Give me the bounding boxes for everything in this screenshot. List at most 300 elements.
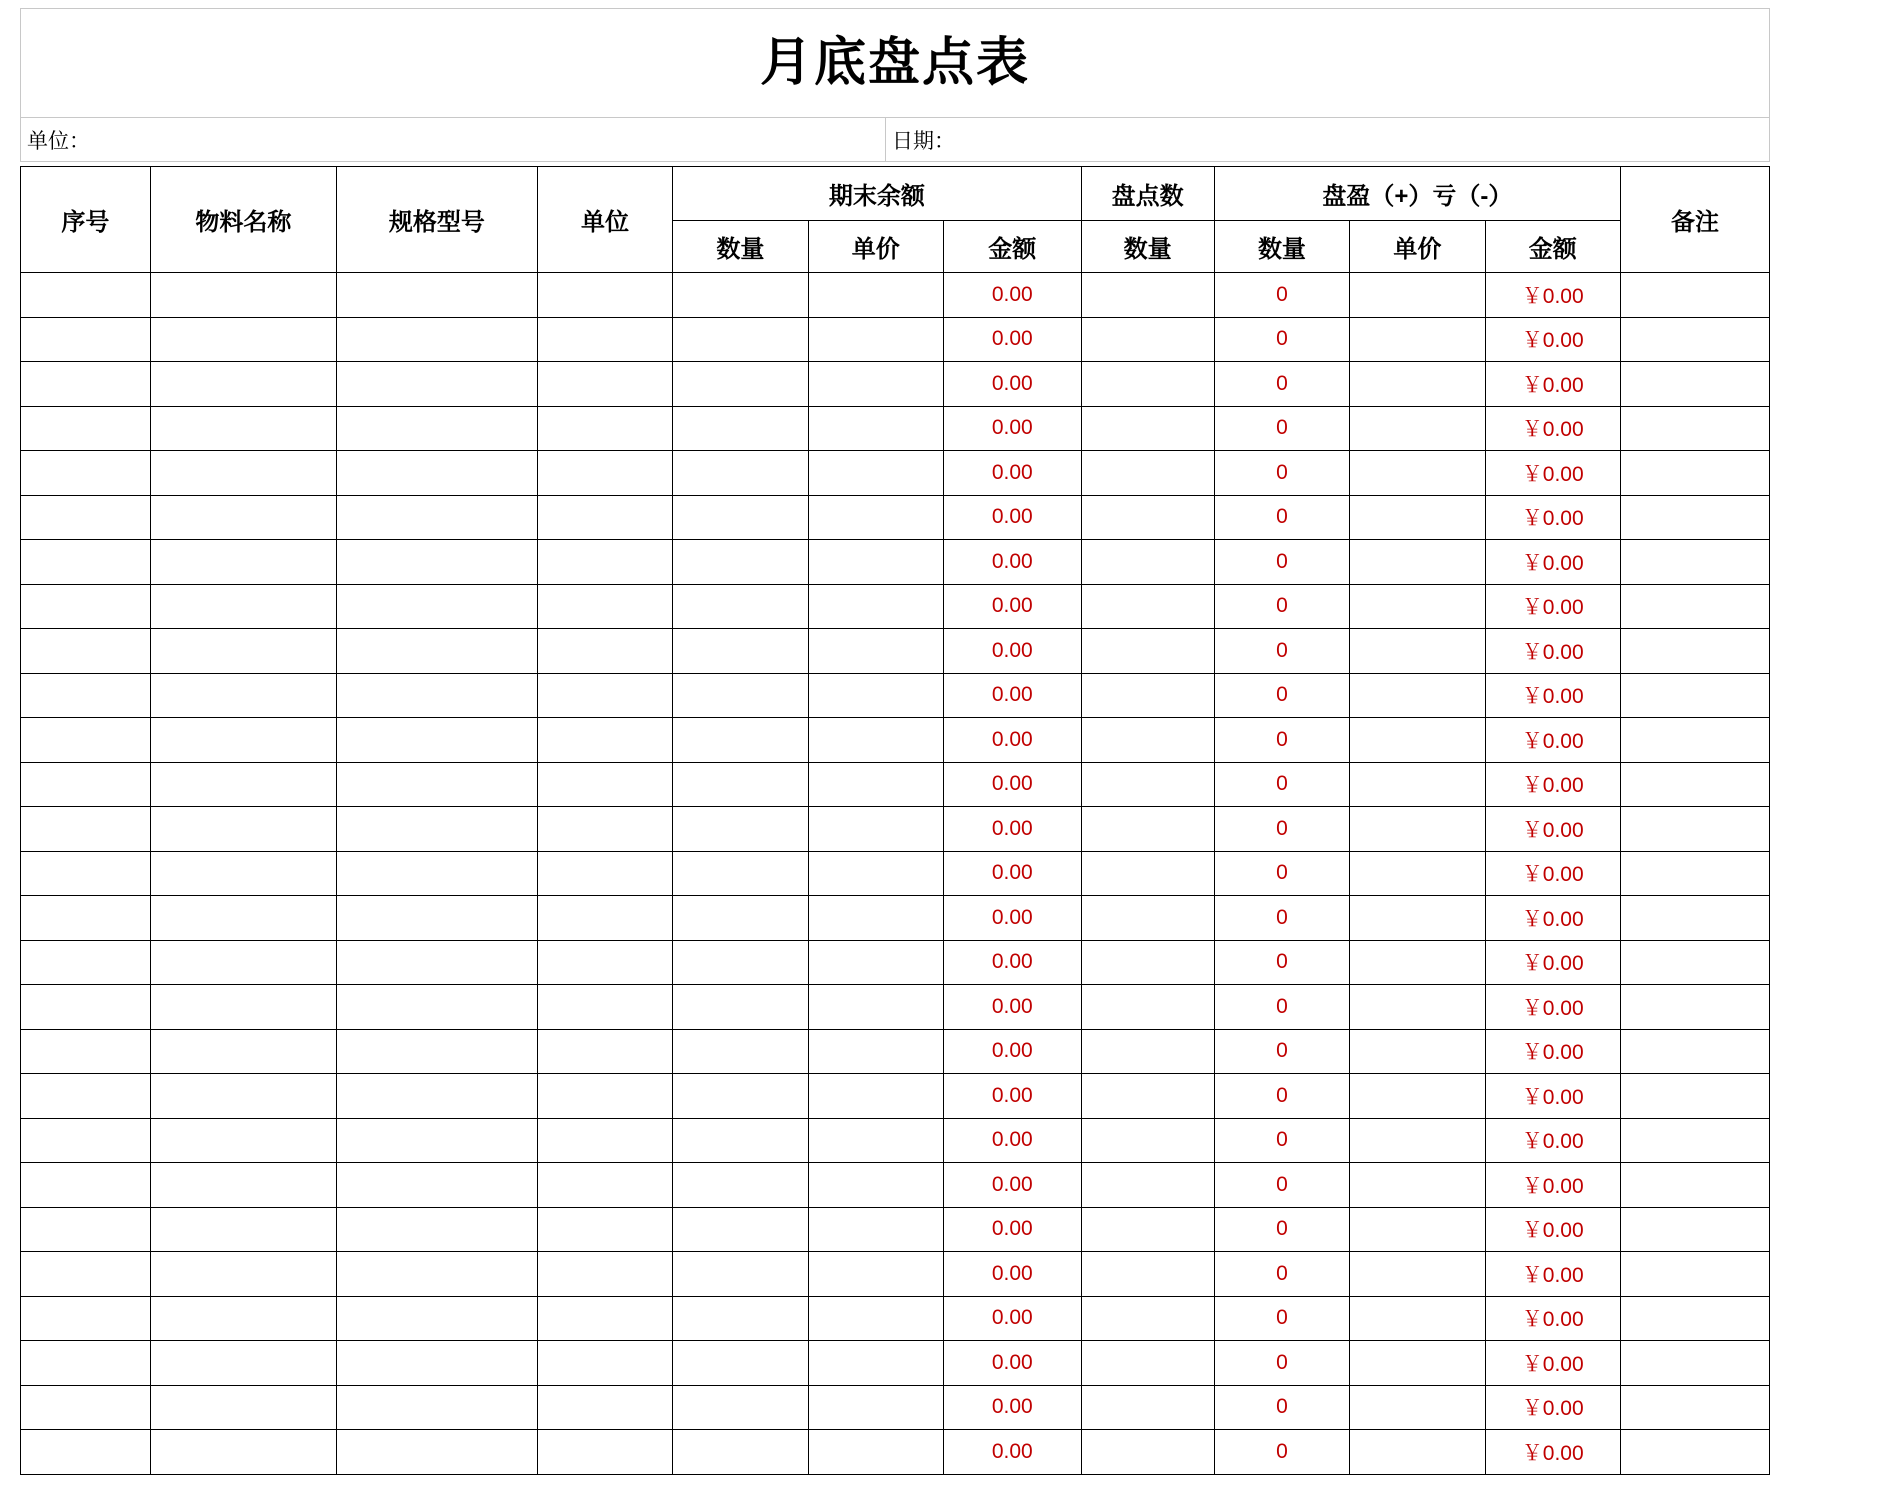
cell-counted-qty[interactable] bbox=[1081, 1252, 1214, 1297]
cell-unit[interactable] bbox=[537, 762, 672, 807]
cell-counted-qty[interactable] bbox=[1081, 1341, 1214, 1386]
cell-diff-amount[interactable]: ￥0.00 bbox=[1485, 896, 1620, 941]
cell-ending-amount[interactable]: 0.00 bbox=[943, 362, 1081, 407]
cell-ending-price[interactable] bbox=[808, 1252, 943, 1297]
cell-material-name[interactable] bbox=[150, 1252, 336, 1297]
cell-ending-amount[interactable]: 0.00 bbox=[943, 940, 1081, 985]
cell-ending-price[interactable] bbox=[808, 1207, 943, 1252]
cell-diff-qty[interactable]: 0 bbox=[1214, 718, 1349, 763]
cell-material-name[interactable] bbox=[150, 317, 336, 362]
cell-ending-qty[interactable] bbox=[673, 273, 808, 318]
cell-spec-model[interactable] bbox=[336, 1029, 537, 1074]
cell-remark[interactable] bbox=[1620, 673, 1769, 718]
cell-diff-amount[interactable]: ￥0.00 bbox=[1485, 273, 1620, 318]
cell-ending-qty[interactable] bbox=[673, 1163, 808, 1208]
cell-ending-price[interactable] bbox=[808, 718, 943, 763]
cell-material-name[interactable] bbox=[150, 495, 336, 540]
cell-ending-amount[interactable]: 0.00 bbox=[943, 1341, 1081, 1386]
cell-spec-model[interactable] bbox=[336, 1385, 537, 1430]
cell-diff-price[interactable] bbox=[1350, 1341, 1485, 1386]
cell-ending-qty[interactable] bbox=[673, 451, 808, 496]
cell-spec-model[interactable] bbox=[336, 273, 537, 318]
cell-spec-model[interactable] bbox=[336, 1296, 537, 1341]
cell-counted-qty[interactable] bbox=[1081, 1118, 1214, 1163]
cell-diff-qty[interactable]: 0 bbox=[1214, 985, 1349, 1030]
cell-spec-model[interactable] bbox=[336, 1252, 537, 1297]
cell-remark[interactable] bbox=[1620, 807, 1769, 852]
cell-ending-price[interactable] bbox=[808, 1118, 943, 1163]
cell-diff-price[interactable] bbox=[1350, 1118, 1485, 1163]
cell-diff-amount[interactable]: ￥0.00 bbox=[1485, 1341, 1620, 1386]
cell-diff-qty[interactable]: 0 bbox=[1214, 1118, 1349, 1163]
cell-ending-price[interactable] bbox=[808, 1029, 943, 1074]
cell-ending-amount[interactable]: 0.00 bbox=[943, 406, 1081, 451]
cell-diff-qty[interactable]: 0 bbox=[1214, 1029, 1349, 1074]
cell-material-name[interactable] bbox=[150, 1341, 336, 1386]
cell-unit[interactable] bbox=[537, 451, 672, 496]
cell-material-name[interactable] bbox=[150, 718, 336, 763]
cell-counted-qty[interactable] bbox=[1081, 540, 1214, 585]
cell-unit[interactable] bbox=[537, 940, 672, 985]
cell-remark[interactable] bbox=[1620, 1118, 1769, 1163]
cell-ending-price[interactable] bbox=[808, 495, 943, 540]
cell-ending-amount[interactable]: 0.00 bbox=[943, 1430, 1081, 1475]
cell-unit[interactable] bbox=[537, 673, 672, 718]
cell-ending-amount[interactable]: 0.00 bbox=[943, 1118, 1081, 1163]
date-field[interactable] bbox=[886, 118, 1769, 161]
cell-seq[interactable] bbox=[21, 851, 151, 896]
cell-ending-amount[interactable]: 0.00 bbox=[943, 629, 1081, 674]
cell-spec-model[interactable] bbox=[336, 985, 537, 1030]
cell-unit[interactable] bbox=[537, 1385, 672, 1430]
cell-ending-amount[interactable]: 0.00 bbox=[943, 1296, 1081, 1341]
cell-spec-model[interactable] bbox=[336, 451, 537, 496]
cell-counted-qty[interactable] bbox=[1081, 851, 1214, 896]
cell-ending-amount[interactable]: 0.00 bbox=[943, 451, 1081, 496]
cell-seq[interactable] bbox=[21, 1252, 151, 1297]
cell-ending-price[interactable] bbox=[808, 1341, 943, 1386]
cell-spec-model[interactable] bbox=[336, 1341, 537, 1386]
cell-material-name[interactable] bbox=[150, 940, 336, 985]
cell-spec-model[interactable] bbox=[336, 896, 537, 941]
cell-ending-qty[interactable] bbox=[673, 317, 808, 362]
cell-spec-model[interactable] bbox=[336, 718, 537, 763]
cell-diff-qty[interactable]: 0 bbox=[1214, 851, 1349, 896]
cell-remark[interactable] bbox=[1620, 1296, 1769, 1341]
cell-diff-qty[interactable]: 0 bbox=[1214, 1385, 1349, 1430]
cell-remark[interactable] bbox=[1620, 1252, 1769, 1297]
cell-diff-price[interactable] bbox=[1350, 1029, 1485, 1074]
cell-ending-amount[interactable]: 0.00 bbox=[943, 1163, 1081, 1208]
cell-ending-qty[interactable] bbox=[673, 807, 808, 852]
cell-seq[interactable] bbox=[21, 540, 151, 585]
cell-diff-qty[interactable]: 0 bbox=[1214, 1252, 1349, 1297]
cell-material-name[interactable] bbox=[150, 1296, 336, 1341]
cell-diff-price[interactable] bbox=[1350, 451, 1485, 496]
cell-diff-qty[interactable]: 0 bbox=[1214, 273, 1349, 318]
cell-diff-qty[interactable]: 0 bbox=[1214, 1163, 1349, 1208]
cell-ending-qty[interactable] bbox=[673, 584, 808, 629]
cell-spec-model[interactable] bbox=[336, 762, 537, 807]
cell-unit[interactable] bbox=[537, 718, 672, 763]
cell-remark[interactable] bbox=[1620, 451, 1769, 496]
cell-unit[interactable] bbox=[537, 1074, 672, 1119]
cell-diff-amount[interactable]: ￥0.00 bbox=[1485, 629, 1620, 674]
cell-diff-amount[interactable]: ￥0.00 bbox=[1485, 762, 1620, 807]
cell-remark[interactable] bbox=[1620, 940, 1769, 985]
cell-diff-price[interactable] bbox=[1350, 406, 1485, 451]
cell-unit[interactable] bbox=[537, 362, 672, 407]
cell-seq[interactable] bbox=[21, 1118, 151, 1163]
cell-diff-price[interactable] bbox=[1350, 362, 1485, 407]
cell-material-name[interactable] bbox=[150, 1074, 336, 1119]
cell-diff-amount[interactable]: ￥0.00 bbox=[1485, 940, 1620, 985]
cell-seq[interactable] bbox=[21, 1207, 151, 1252]
cell-material-name[interactable] bbox=[150, 1029, 336, 1074]
cell-diff-amount[interactable]: ￥0.00 bbox=[1485, 584, 1620, 629]
cell-diff-price[interactable] bbox=[1350, 1296, 1485, 1341]
cell-seq[interactable] bbox=[21, 1163, 151, 1208]
cell-remark[interactable] bbox=[1620, 1341, 1769, 1386]
cell-diff-qty[interactable]: 0 bbox=[1214, 940, 1349, 985]
cell-seq[interactable] bbox=[21, 1029, 151, 1074]
cell-seq[interactable] bbox=[21, 317, 151, 362]
cell-ending-qty[interactable] bbox=[673, 1341, 808, 1386]
cell-spec-model[interactable] bbox=[336, 540, 537, 585]
cell-counted-qty[interactable] bbox=[1081, 1430, 1214, 1475]
cell-diff-amount[interactable]: ￥0.00 bbox=[1485, 807, 1620, 852]
cell-unit[interactable] bbox=[537, 1296, 672, 1341]
cell-seq[interactable] bbox=[21, 762, 151, 807]
cell-diff-amount[interactable]: ￥0.00 bbox=[1485, 1385, 1620, 1430]
cell-unit[interactable] bbox=[537, 273, 672, 318]
cell-unit[interactable] bbox=[537, 1430, 672, 1475]
cell-unit[interactable] bbox=[537, 985, 672, 1030]
cell-diff-price[interactable] bbox=[1350, 1074, 1485, 1119]
cell-diff-amount[interactable]: ￥0.00 bbox=[1485, 451, 1620, 496]
cell-unit[interactable] bbox=[537, 1029, 672, 1074]
cell-spec-model[interactable] bbox=[336, 1074, 537, 1119]
cell-diff-qty[interactable]: 0 bbox=[1214, 1296, 1349, 1341]
cell-material-name[interactable] bbox=[150, 1385, 336, 1430]
cell-ending-amount[interactable]: 0.00 bbox=[943, 1385, 1081, 1430]
cell-material-name[interactable] bbox=[150, 762, 336, 807]
cell-ending-amount[interactable]: 0.00 bbox=[943, 1029, 1081, 1074]
cell-remark[interactable] bbox=[1620, 718, 1769, 763]
cell-unit[interactable] bbox=[537, 1163, 672, 1208]
cell-spec-model[interactable] bbox=[336, 1430, 537, 1475]
cell-ending-qty[interactable] bbox=[673, 1430, 808, 1475]
cell-unit[interactable] bbox=[537, 1207, 672, 1252]
cell-counted-qty[interactable] bbox=[1081, 807, 1214, 852]
cell-ending-amount[interactable]: 0.00 bbox=[943, 1207, 1081, 1252]
cell-ending-qty[interactable] bbox=[673, 1296, 808, 1341]
cell-ending-amount[interactable]: 0.00 bbox=[943, 985, 1081, 1030]
cell-seq[interactable] bbox=[21, 495, 151, 540]
cell-diff-qty[interactable]: 0 bbox=[1214, 317, 1349, 362]
cell-ending-qty[interactable] bbox=[673, 1207, 808, 1252]
cell-unit[interactable] bbox=[537, 896, 672, 941]
cell-material-name[interactable] bbox=[150, 1207, 336, 1252]
cell-unit[interactable] bbox=[537, 851, 672, 896]
cell-diff-amount[interactable]: ￥0.00 bbox=[1485, 1118, 1620, 1163]
cell-counted-qty[interactable] bbox=[1081, 985, 1214, 1030]
cell-counted-qty[interactable] bbox=[1081, 940, 1214, 985]
cell-ending-amount[interactable]: 0.00 bbox=[943, 807, 1081, 852]
cell-seq[interactable] bbox=[21, 940, 151, 985]
cell-remark[interactable] bbox=[1620, 1430, 1769, 1475]
cell-ending-qty[interactable] bbox=[673, 896, 808, 941]
cell-diff-price[interactable] bbox=[1350, 273, 1485, 318]
cell-remark[interactable] bbox=[1620, 317, 1769, 362]
cell-spec-model[interactable] bbox=[336, 1163, 537, 1208]
cell-remark[interactable] bbox=[1620, 495, 1769, 540]
cell-seq[interactable] bbox=[21, 896, 151, 941]
cell-ending-price[interactable] bbox=[808, 940, 943, 985]
cell-diff-price[interactable] bbox=[1350, 718, 1485, 763]
cell-ending-amount[interactable]: 0.00 bbox=[943, 495, 1081, 540]
cell-diff-amount[interactable]: ￥0.00 bbox=[1485, 362, 1620, 407]
cell-unit[interactable] bbox=[537, 406, 672, 451]
cell-remark[interactable] bbox=[1620, 1207, 1769, 1252]
cell-diff-amount[interactable]: ￥0.00 bbox=[1485, 540, 1620, 585]
cell-remark[interactable] bbox=[1620, 1029, 1769, 1074]
cell-diff-price[interactable] bbox=[1350, 1163, 1485, 1208]
cell-spec-model[interactable] bbox=[336, 807, 537, 852]
cell-material-name[interactable] bbox=[150, 451, 336, 496]
cell-ending-price[interactable] bbox=[808, 985, 943, 1030]
cell-seq[interactable] bbox=[21, 406, 151, 451]
cell-diff-qty[interactable]: 0 bbox=[1214, 362, 1349, 407]
cell-ending-qty[interactable] bbox=[673, 718, 808, 763]
cell-diff-qty[interactable]: 0 bbox=[1214, 406, 1349, 451]
cell-spec-model[interactable] bbox=[336, 940, 537, 985]
cell-diff-amount[interactable]: ￥0.00 bbox=[1485, 317, 1620, 362]
cell-spec-model[interactable] bbox=[336, 406, 537, 451]
cell-ending-qty[interactable] bbox=[673, 1074, 808, 1119]
cell-remark[interactable] bbox=[1620, 273, 1769, 318]
cell-ending-amount[interactable]: 0.00 bbox=[943, 1252, 1081, 1297]
cell-ending-price[interactable] bbox=[808, 1074, 943, 1119]
cell-diff-amount[interactable]: ￥0.00 bbox=[1485, 1207, 1620, 1252]
cell-diff-price[interactable] bbox=[1350, 673, 1485, 718]
cell-diff-amount[interactable]: ￥0.00 bbox=[1485, 1074, 1620, 1119]
cell-diff-qty[interactable]: 0 bbox=[1214, 495, 1349, 540]
cell-ending-qty[interactable] bbox=[673, 673, 808, 718]
cell-diff-qty[interactable]: 0 bbox=[1214, 807, 1349, 852]
cell-counted-qty[interactable] bbox=[1081, 451, 1214, 496]
cell-diff-price[interactable] bbox=[1350, 540, 1485, 585]
cell-ending-price[interactable] bbox=[808, 1163, 943, 1208]
cell-material-name[interactable] bbox=[150, 362, 336, 407]
cell-seq[interactable] bbox=[21, 273, 151, 318]
cell-counted-qty[interactable] bbox=[1081, 273, 1214, 318]
cell-unit[interactable] bbox=[537, 629, 672, 674]
cell-diff-price[interactable] bbox=[1350, 629, 1485, 674]
cell-counted-qty[interactable] bbox=[1081, 1163, 1214, 1208]
cell-diff-qty[interactable]: 0 bbox=[1214, 673, 1349, 718]
cell-material-name[interactable] bbox=[150, 629, 336, 674]
cell-counted-qty[interactable] bbox=[1081, 1029, 1214, 1074]
cell-diff-price[interactable] bbox=[1350, 1385, 1485, 1430]
cell-ending-qty[interactable] bbox=[673, 1118, 808, 1163]
cell-diff-qty[interactable]: 0 bbox=[1214, 762, 1349, 807]
cell-diff-price[interactable] bbox=[1350, 1430, 1485, 1475]
cell-material-name[interactable] bbox=[150, 273, 336, 318]
cell-diff-amount[interactable]: ￥0.00 bbox=[1485, 1430, 1620, 1475]
cell-seq[interactable] bbox=[21, 584, 151, 629]
cell-counted-qty[interactable] bbox=[1081, 1296, 1214, 1341]
cell-counted-qty[interactable] bbox=[1081, 362, 1214, 407]
cell-ending-amount[interactable]: 0.00 bbox=[943, 896, 1081, 941]
cell-seq[interactable] bbox=[21, 1296, 151, 1341]
cell-ending-qty[interactable] bbox=[673, 495, 808, 540]
cell-remark[interactable] bbox=[1620, 1074, 1769, 1119]
cell-counted-qty[interactable] bbox=[1081, 629, 1214, 674]
cell-remark[interactable] bbox=[1620, 584, 1769, 629]
cell-material-name[interactable] bbox=[150, 584, 336, 629]
cell-diff-price[interactable] bbox=[1350, 1207, 1485, 1252]
cell-ending-amount[interactable]: 0.00 bbox=[943, 718, 1081, 763]
cell-diff-price[interactable] bbox=[1350, 940, 1485, 985]
cell-ending-qty[interactable] bbox=[673, 762, 808, 807]
cell-ending-qty[interactable] bbox=[673, 1252, 808, 1297]
cell-ending-qty[interactable] bbox=[673, 362, 808, 407]
cell-diff-qty[interactable]: 0 bbox=[1214, 1341, 1349, 1386]
cell-ending-price[interactable] bbox=[808, 1385, 943, 1430]
cell-ending-amount[interactable]: 0.00 bbox=[943, 1074, 1081, 1119]
cell-spec-model[interactable] bbox=[336, 317, 537, 362]
cell-ending-price[interactable] bbox=[808, 273, 943, 318]
cell-ending-price[interactable] bbox=[808, 673, 943, 718]
cell-diff-qty[interactable]: 0 bbox=[1214, 1074, 1349, 1119]
cell-diff-amount[interactable]: ￥0.00 bbox=[1485, 1163, 1620, 1208]
cell-seq[interactable] bbox=[21, 1430, 151, 1475]
cell-ending-price[interactable] bbox=[808, 317, 943, 362]
cell-ending-price[interactable] bbox=[808, 584, 943, 629]
cell-diff-amount[interactable]: ￥0.00 bbox=[1485, 673, 1620, 718]
cell-ending-amount[interactable]: 0.00 bbox=[943, 540, 1081, 585]
cell-diff-qty[interactable]: 0 bbox=[1214, 1430, 1349, 1475]
cell-diff-qty[interactable]: 0 bbox=[1214, 896, 1349, 941]
cell-ending-price[interactable] bbox=[808, 851, 943, 896]
cell-ending-qty[interactable] bbox=[673, 406, 808, 451]
cell-counted-qty[interactable] bbox=[1081, 406, 1214, 451]
cell-ending-price[interactable] bbox=[808, 540, 943, 585]
cell-seq[interactable] bbox=[21, 807, 151, 852]
cell-unit[interactable] bbox=[537, 1341, 672, 1386]
cell-material-name[interactable] bbox=[150, 406, 336, 451]
cell-material-name[interactable] bbox=[150, 1118, 336, 1163]
cell-diff-qty[interactable]: 0 bbox=[1214, 1207, 1349, 1252]
cell-remark[interactable] bbox=[1620, 540, 1769, 585]
cell-diff-qty[interactable]: 0 bbox=[1214, 584, 1349, 629]
cell-diff-price[interactable] bbox=[1350, 762, 1485, 807]
cell-unit[interactable] bbox=[537, 317, 672, 362]
cell-ending-qty[interactable] bbox=[673, 1385, 808, 1430]
cell-diff-amount[interactable]: ￥0.00 bbox=[1485, 406, 1620, 451]
cell-ending-price[interactable] bbox=[808, 451, 943, 496]
unit-field[interactable] bbox=[21, 118, 886, 161]
cell-material-name[interactable] bbox=[150, 673, 336, 718]
cell-diff-qty[interactable]: 0 bbox=[1214, 629, 1349, 674]
cell-ending-amount[interactable]: 0.00 bbox=[943, 851, 1081, 896]
cell-seq[interactable] bbox=[21, 362, 151, 407]
cell-diff-price[interactable] bbox=[1350, 985, 1485, 1030]
cell-ending-price[interactable] bbox=[808, 629, 943, 674]
cell-counted-qty[interactable] bbox=[1081, 718, 1214, 763]
cell-diff-qty[interactable]: 0 bbox=[1214, 451, 1349, 496]
cell-ending-amount[interactable]: 0.00 bbox=[943, 673, 1081, 718]
cell-remark[interactable] bbox=[1620, 985, 1769, 1030]
cell-unit[interactable] bbox=[537, 584, 672, 629]
cell-remark[interactable] bbox=[1620, 362, 1769, 407]
cell-seq[interactable] bbox=[21, 629, 151, 674]
cell-seq[interactable] bbox=[21, 1074, 151, 1119]
cell-ending-amount[interactable]: 0.00 bbox=[943, 762, 1081, 807]
cell-ending-qty[interactable] bbox=[673, 540, 808, 585]
cell-material-name[interactable] bbox=[150, 985, 336, 1030]
cell-diff-amount[interactable]: ￥0.00 bbox=[1485, 1296, 1620, 1341]
cell-counted-qty[interactable] bbox=[1081, 584, 1214, 629]
cell-spec-model[interactable] bbox=[336, 1118, 537, 1163]
cell-material-name[interactable] bbox=[150, 1430, 336, 1475]
cell-diff-price[interactable] bbox=[1350, 495, 1485, 540]
cell-seq[interactable] bbox=[21, 985, 151, 1030]
cell-remark[interactable] bbox=[1620, 896, 1769, 941]
cell-material-name[interactable] bbox=[150, 896, 336, 941]
cell-diff-price[interactable] bbox=[1350, 807, 1485, 852]
cell-diff-amount[interactable]: ￥0.00 bbox=[1485, 1029, 1620, 1074]
cell-remark[interactable] bbox=[1620, 406, 1769, 451]
cell-diff-qty[interactable]: 0 bbox=[1214, 540, 1349, 585]
cell-diff-amount[interactable]: ￥0.00 bbox=[1485, 495, 1620, 540]
cell-spec-model[interactable] bbox=[336, 495, 537, 540]
cell-unit[interactable] bbox=[537, 1118, 672, 1163]
cell-seq[interactable] bbox=[21, 673, 151, 718]
cell-counted-qty[interactable] bbox=[1081, 762, 1214, 807]
cell-remark[interactable] bbox=[1620, 1385, 1769, 1430]
cell-counted-qty[interactable] bbox=[1081, 673, 1214, 718]
cell-ending-amount[interactable]: 0.00 bbox=[943, 317, 1081, 362]
cell-diff-amount[interactable]: ￥0.00 bbox=[1485, 1252, 1620, 1297]
cell-seq[interactable] bbox=[21, 451, 151, 496]
cell-spec-model[interactable] bbox=[336, 851, 537, 896]
cell-remark[interactable] bbox=[1620, 1163, 1769, 1208]
cell-remark[interactable] bbox=[1620, 629, 1769, 674]
cell-unit[interactable] bbox=[537, 807, 672, 852]
cell-diff-price[interactable] bbox=[1350, 1252, 1485, 1297]
cell-remark[interactable] bbox=[1620, 851, 1769, 896]
cell-unit[interactable] bbox=[537, 1252, 672, 1297]
cell-remark[interactable] bbox=[1620, 762, 1769, 807]
cell-material-name[interactable] bbox=[150, 540, 336, 585]
cell-ending-amount[interactable]: 0.00 bbox=[943, 584, 1081, 629]
cell-ending-price[interactable] bbox=[808, 896, 943, 941]
cell-counted-qty[interactable] bbox=[1081, 1385, 1214, 1430]
cell-spec-model[interactable] bbox=[336, 629, 537, 674]
cell-counted-qty[interactable] bbox=[1081, 317, 1214, 362]
cell-diff-amount[interactable]: ￥0.00 bbox=[1485, 718, 1620, 763]
cell-ending-qty[interactable] bbox=[673, 940, 808, 985]
cell-ending-price[interactable] bbox=[808, 762, 943, 807]
cell-spec-model[interactable] bbox=[336, 673, 537, 718]
cell-diff-price[interactable] bbox=[1350, 896, 1485, 941]
cell-spec-model[interactable] bbox=[336, 584, 537, 629]
cell-spec-model[interactable] bbox=[336, 1207, 537, 1252]
cell-ending-qty[interactable] bbox=[673, 985, 808, 1030]
cell-diff-price[interactable] bbox=[1350, 851, 1485, 896]
